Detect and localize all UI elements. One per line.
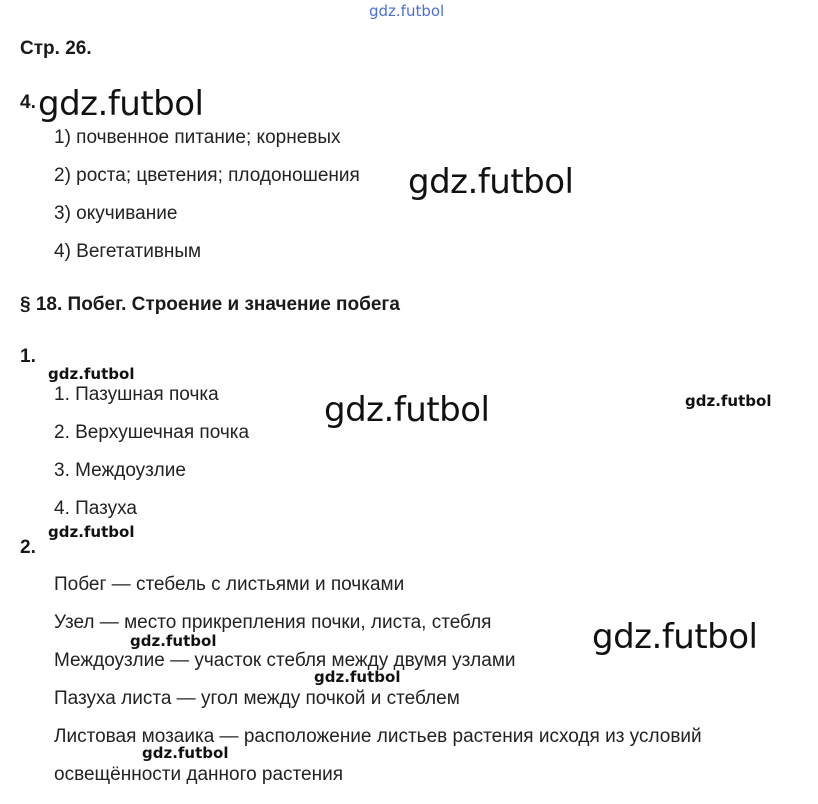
task2-definition: освещённости данного растения bbox=[54, 764, 344, 785]
section4-number: 4. bbox=[20, 92, 36, 113]
task2-definition: Пазуха листа — угол между почкой и стеблем bbox=[54, 688, 460, 709]
section4-item: 4) Вегетативным bbox=[54, 241, 202, 262]
task2-definition: Побег — стебель с листьями и почками bbox=[54, 574, 405, 595]
task2-definition: Листовая мозаика — расположение листьев растения исходя из условий bbox=[54, 726, 702, 747]
watermark-big: gdz.futbol bbox=[592, 617, 758, 657]
section4-item: 3) окучивание bbox=[54, 203, 178, 224]
watermark-small: gdz.futbol bbox=[48, 523, 135, 541]
task2-definition: Междоузлие — участок стебля между двумя узлами bbox=[54, 650, 516, 671]
watermark-small: gdz.futbol bbox=[314, 668, 401, 686]
watermark-small: gdz.futbol bbox=[142, 744, 229, 762]
watermark-small: gdz.futbol bbox=[685, 392, 772, 410]
task1-number: 1. bbox=[20, 346, 36, 367]
task1-item: 2. Верхушечная почка bbox=[54, 422, 250, 443]
task1-item: 4. Пазуха bbox=[54, 498, 137, 519]
watermark-big: gdz.futbol bbox=[38, 84, 204, 124]
section-title: § 18. Побег. Строение и значение побега bbox=[20, 294, 400, 315]
task2-definition: Узел — место прикрепления почки, листа, стебля bbox=[54, 612, 492, 633]
task1-item: 3. Междоузлие bbox=[54, 460, 186, 481]
section4-item: 1) почвенное питание; корневых bbox=[54, 127, 341, 148]
watermark-small: gdz.futbol bbox=[48, 365, 135, 383]
section4-item: 2) роста; цветения; плодоношения bbox=[54, 165, 360, 186]
task2-number: 2. bbox=[20, 537, 36, 558]
watermark-big: gdz.futbol bbox=[324, 390, 490, 430]
watermark-top: gdz.futbol bbox=[369, 2, 445, 20]
task1-item: 1. Пазушная почка bbox=[54, 384, 219, 405]
watermark-big: gdz.futbol bbox=[408, 162, 574, 202]
watermark-small: gdz.futbol bbox=[130, 632, 217, 650]
page-heading: Стр. 26. bbox=[20, 38, 92, 59]
